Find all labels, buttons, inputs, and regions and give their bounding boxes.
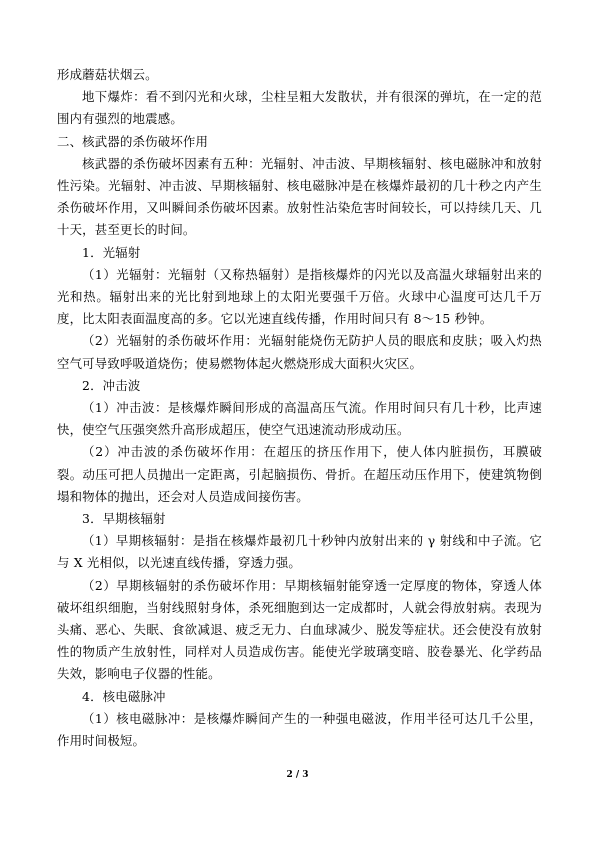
subheading-nuclear-emp: 4．核电磁脉冲 — [82, 688, 166, 704]
section-heading-destructive-effects: 二、核武器的杀伤破坏作用 — [57, 133, 209, 149]
document-body — [57, 64, 542, 752]
paragraph-underground-explosion: 地下爆炸：看不到闪光和火球，尘柱呈粗大发散状，并有很深的弹坑，在一定的范围内有强烈的地震感。 — [57, 89, 542, 127]
paragraph-light-radiation-definition: （1）光辐射：光辐射（又称热辐射）是指核爆炸的闪光以及高温火球辐射出来的光和热。辐射出来的光比射到地球上的太阳光要强千万倍。火球中心温度可达几千万度，比太阳表面温度高的多。它以光速直线传播，作用时间只有 8～15 秒钟。 — [57, 266, 542, 327]
paragraph-five-factors: 核武器的杀伤破坏因素有五种：光辐射、冲击波、早期核辐射、核电磁脉冲和放射性污染。光辐射、冲击波、早期核辐射、核电磁脉冲是在核爆炸最初的几十秒之内产生杀伤破坏作用，又叫瞬间杀伤破坏因素。放射性沾染危害时间较长，可以持续几天、几十天，甚至更长的时间。 — [57, 155, 542, 238]
paragraph-light-radiation-effects: （2）光辐射的杀伤破坏作用：光辐射能烧伤无防护人员的眼底和皮肤；吸入灼热空气可导致呼吸道烧伤；使易燃物体起火燃烧形成大面积火灾区。 — [57, 333, 542, 371]
page-number: 2 / 3 — [286, 770, 309, 780]
subheading-shock-wave: 2．冲击波 — [82, 377, 141, 393]
paragraph-intro-continuation: 形成蘑菇状烟云。 — [57, 67, 158, 82]
paragraph-early-radiation-definition: （1）早期核辐射：是指在核爆炸最初几十秒钟内放射出来的 γ 射线和中子流。它与 X 光相似，以光速直线传播，穿透力强。 — [57, 533, 542, 571]
paragraph-shock-wave-definition: （1）冲击波：是核爆炸瞬间形成的高温高压气流。作用时间只有几十秒，比声速快，使空气压强突然升高形成超压，使空气迅速流动形成动压。 — [57, 400, 542, 438]
paragraph-early-radiation-effects: （2）早期核辐射的杀伤破坏作用：早期核辐射能穿透一定厚度的物体，穿透人体破坏组织细胞，当射线照射身体，杀死细胞到达一定成都时，人就会得放射病。表现为头痛、恶心、失眠、食欲减退、疲乏无力、白血球减少、脱发等症状。还会使没有放射性的物质产生放射性，同样对人员造成伤害。能使光学玻璃变暗、胶卷暴光、化学药品失效，影响电子仪器的性能。 — [57, 577, 542, 682]
paragraph-shock-wave-effects: （2）冲击波的杀伤破坏作用：在超压的挤压作用下，使人体内脏损伤，耳膜破裂。动压可把人员抛出一定距离，引起脑损伤、骨折。在超压动压作用下，使建筑物倒塌和物体的抛出，还会对人员造成间接伤害。 — [57, 444, 542, 504]
subheading-early-nuclear-radiation: 3．早期核辐射 — [82, 511, 166, 527]
paragraph-nuclear-emp-definition: （1）核电磁脉冲：是核爆炸瞬间产生的一种强电磁波，作用半径可达几千公里，作用时间极短。 — [57, 710, 542, 749]
subheading-light-radiation: 1．光辐射 — [82, 244, 141, 260]
